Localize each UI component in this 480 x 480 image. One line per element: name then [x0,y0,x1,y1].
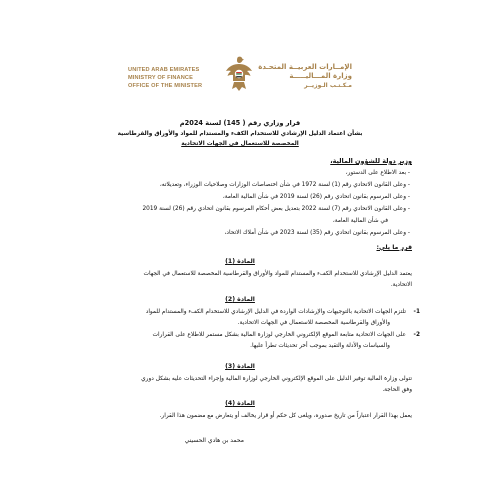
article-heading: المادة (1) [225,258,255,265]
item-number: 1- [413,309,420,315]
letterhead-en-line: OFFICE OF THE MINISTER [128,83,203,89]
preamble-item: - وعلى المرسوم بقانون اتحادي رقم (35) لسنة 2023 في شأن أملاك الاتحاد، [224,230,410,236]
decree-subject-line: بشأن اعتماد الدليل الإرشادي للاستخدام الكفء والمستدام للمواد والأوراق والقرطاسية [117,131,363,137]
letterhead-ar-line: مـكـتـب الـوزيــر [304,82,352,89]
decided-heading: قرر ما يلي: [376,244,412,251]
article-heading: المادة (4) [225,400,255,407]
article-text: يعمل بهذا القرار اعتباراً من تاريخ صدوره، ويلغى كل حكم أو قرار يخالف أو يتعارض مع مضمون هذا القرار. [159,413,412,419]
preamble-item: - وعلى المرسوم بقانون اتحادي رقم (26) لسنة 2019 في شأن المالية العامة، [222,194,410,200]
article-text: تلتزم الجهات الاتحادية بالتوجيهات والإرشادات الواردة في الدليل الإرشادي للاستخدام الكفء والمستدام للمواد [145,309,406,315]
decree-title: قرار وزاري رقم ( 145) لسنة 2024م [179,119,301,127]
article-text: على الجهات الاتحادية متابعة الموقع الإلكتروني الخارجي لوزارة المالية بشكل مستمر للاطلاع على القرارات [152,332,406,338]
article-text: الاتحادية. [390,282,412,288]
article-text: والسياسات والأدلة والتقيد بموجب أخر تحديثات تطرأ عليها. [250,343,390,349]
letterhead-ar-line: وزارة المـــاليـــــة [289,72,352,80]
letterhead-english [128,66,226,90]
letterhead-en-line: MINISTRY OF FINANCE [128,75,194,81]
article-text: تتولى وزارة المالية توفير الدليل على الموقع الإلكتروني الخارجي لوزارة المالية وإجراء التحديثات عليه بشكل دوري [141,376,412,382]
uae-emblem-icon [223,54,255,94]
signatory-name: محمد بن هادي الحسيني [184,437,244,444]
article-text: يعتمد الدليل الإرشادي للاستخدام الكفء والمستدام للمواد والأوراق والقرطاسية المخصصة للاستعمال في الجهات [143,271,412,277]
letterhead-arabic [252,63,352,90]
article-text: والأوراق والقرطاسية المخصصة للاستعمال في الجهات الاتحادية. [237,320,390,326]
preamble-item: - بعد الاطلاع على الدستور، [345,170,410,176]
article-heading: المادة (2) [225,296,255,303]
article-heading: المادة (3) [225,363,255,370]
letterhead-ar-line: الإمــارات العربيــة المتحـدة [258,63,352,71]
letterhead-en-line: UNITED ARAB EMIRATES [128,67,200,73]
article-text: وفق الحاجة. [382,387,412,393]
item-number: 2- [413,332,420,338]
preamble-item: - وعلى القانون الاتحادي رقم (1) لسنة 1972 في شأن اختصاصات الوزارات وصلاحيات الوزراء، وتعديلاته، [159,182,410,188]
preamble-heading: وزير دولة للشؤون المالية، [330,157,412,165]
decree-subject-line: المخصصة للاستعمال في الجهات الاتحادية [181,141,299,147]
preamble-item: - وعلى القانون الاتحادي رقم (7) لسنة 2022 بتعديل بعض أحكام المرسوم بقانون اتحادي رقم (26) لسنة 2019 [142,206,410,212]
preamble-item: في شأن المالية العامة، [332,218,388,224]
